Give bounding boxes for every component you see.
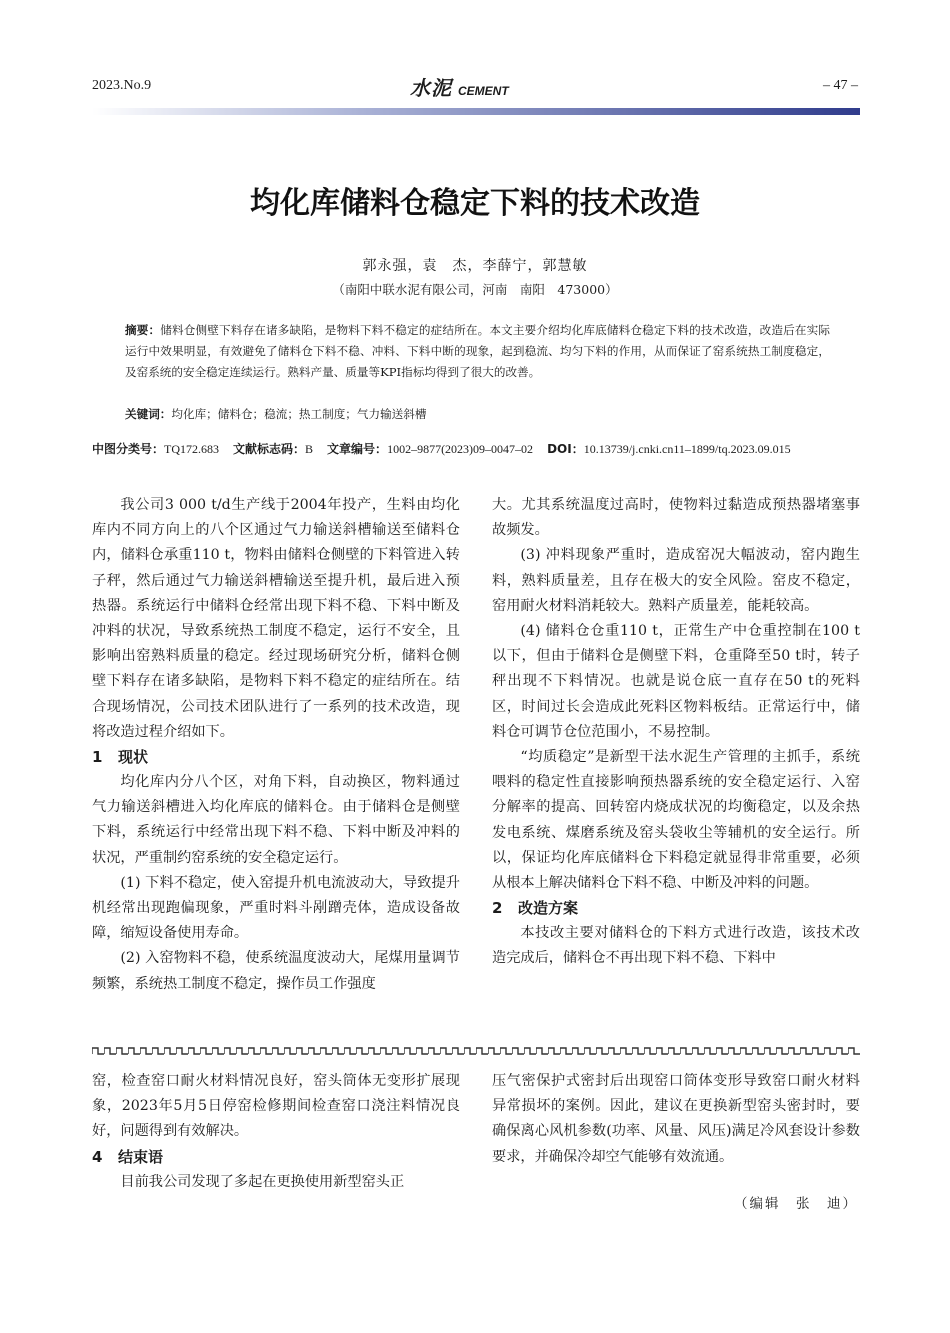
section-heading-2	[492, 896, 860, 921]
articleno-value: 1002–9877(2023)09–0047–02	[387, 442, 534, 456]
keywords-label: 关键词：	[125, 407, 172, 421]
issue-number: 2023.No.9	[92, 78, 152, 93]
doccode-value: B	[305, 442, 314, 456]
logo-cn-text: 水泥	[410, 76, 452, 100]
articleno-label: 文章编号：	[327, 442, 388, 456]
authors: 郭永强，袁 杰，李薛宁，郭慧敏	[362, 258, 588, 274]
keywords-text: 均化库；储料仓；稳流；热工制度；气力输送斜槽	[171, 407, 427, 421]
body-left-column-bottom	[92, 1069, 460, 1195]
section-title: 结束语	[118, 1147, 164, 1166]
editor-credit: （编辑 张 迪）	[734, 1196, 858, 1212]
section-heading-1	[92, 745, 460, 770]
paragraph: (1) 下料不稳定，使入窑提升机电流波动大，导致提升机经常出现跑偏现象，严重时料斗剐蹭壳体，造成设备故障，缩短设备使用寿命。	[92, 874, 460, 942]
abstract-label: 摘要：	[125, 323, 161, 337]
section-heading-4	[92, 1145, 460, 1170]
journal-logo	[410, 72, 509, 101]
section-title: 现状	[118, 748, 149, 767]
paragraph: (4) 储料仓仓重110 t，正常生产中仓重控制在100 t以下，但由于储料仓是侧壁下料，仓重降至50 t时，转子秤出现不下料情况。也就是说仓底一直存在50 t的死料区，时间过长会造成此死料区物料板结。正常运行中，储料仓可调节仓位范围小，不易控制。	[492, 623, 860, 740]
paragraph: “均质稳定”是新型干法水泥生产管理的主抓手，系统喂料的稳定性直接影响预热器系统的安全稳定运行、入窑分解率的提高、回转窑内烧成状况的均衡稳定，以及余热发电系统、煤磨系统及窑头袋收尘等辅机的安全运行。所以，保证均化库底储料仓下料稳定就显得非常重要，必须从根本上解决储料仓下料不稳、中断及冲料的问题。	[492, 749, 860, 892]
section-title: 改造方案	[518, 899, 579, 918]
paragraph: 我公司3 000 t/d生产线于2004年投产，生料由均化库内不同方向上的八个区通过气力输送斜槽输送至储料仓内，储料仓承重110 t，物料由储料仓侧壁的下料管进入转子秤，然后通过气力输送斜槽输送至提升机，最后进入预热器。系统运行中储料仓经常出现下料不稳、下料中断及冲料的状况，导致系统热工制度不稳定，运行不安全，且影响出窑熟料质量的稳定。经过现场研究分析，储料仓侧壁下料存在诸多缺陷，是物料下料不稳定的症结所在。结合现场情况，公司技术团队进行了一系列的技术改造，现将改造过程介绍如下。	[92, 497, 460, 740]
paragraph: 本技改主要对储料仓的下料方式进行改造，该技术改造完成后，储料仓不再出现下料不稳、下料中	[492, 925, 860, 967]
body-right-column-top	[492, 493, 860, 972]
section-number: 4	[92, 1147, 103, 1166]
article-title: 均化库储料仓稳定下料的技术改造	[250, 186, 700, 221]
keywords	[125, 404, 830, 424]
doccode-label: 文献标志码：	[233, 442, 306, 456]
article-break-divider	[92, 1046, 860, 1056]
clc-label: 中图分类号：	[92, 442, 165, 456]
body-left-column-top	[92, 493, 460, 997]
page-number: – 47 –	[823, 78, 858, 93]
doi-label: DOI：	[547, 442, 584, 456]
paragraph: (3) 冲料现象严重时，造成窑况大幅波动，窑内跑生料，熟料质量差，且存在极大的安全风险。窑皮不稳定，窑用耐火材料消耗较大。熟料产质量差，能耗较高。	[492, 547, 860, 614]
clc-value: TQ172.683	[164, 442, 220, 456]
paragraph: 窑，检查窑口耐火材料情况良好，窑头筒体无变形扩展现象，2023年5月5日停窑检修期间检查窑口浇注料情况良好，问题得到有效解决。	[92, 1073, 460, 1140]
header-rule	[92, 108, 860, 115]
body-right-column-bottom	[492, 1069, 860, 1170]
paragraph: (2) 入窑物料不稳，使系统温度波动大，尾煤用量调节频繁，系统热工制度不稳定，操作员工作强度	[92, 950, 460, 992]
abstract-text: 储料仓侧壁下料存在诸多缺陷，是物料下料不稳定的症结所在。本文主要介绍均化库底储料仓稳定下料的技术改造，改造后在实际运行中效果明显，有效避免了储料仓下料不稳、冲料、下料中断的现象，起到稳流、均匀下料的作用，从而保证了窑系统热工制度稳定，及窑系统的安全稳定连续运行。熟料产量、质量等KPI指标均得到了很大的改善。	[125, 323, 830, 379]
affiliation: （南阳中联水泥有限公司，河南 南阳 473000）	[332, 282, 618, 297]
paragraph: 大。尤其系统温度过高时，使物料过黏造成预热器堵塞事故频发。	[492, 497, 860, 539]
section-number: 1	[92, 748, 103, 767]
abstract	[125, 320, 830, 383]
classification-line	[92, 440, 862, 457]
paragraph: 均化库内分八个区，对角下料，自动换区，物料通过气力输送斜槽进入均化库底的储料仓。由于储料仓是侧壁下料，系统运行中经常出现下料不稳、下料中断及冲料的状况，严重制约窑系统的安全稳定运行。	[92, 774, 460, 866]
paragraph: 目前我公司发现了多起在更换使用新型窑头正	[120, 1173, 405, 1190]
logo-en-text: CEMENT	[458, 84, 509, 98]
section-number: 2	[492, 899, 503, 918]
paragraph: 压气密保护式密封后出现窑口筒体变形导致窑口耐火材料异常损坏的案例。因此，建议在更换新型窑头密封时，要确保离心风机参数(功率、风量、风压)满足冷风套设计参数要求，并确保冷却空气能够有效流通。	[492, 1073, 860, 1165]
doi-value: 10.13739/j.cnki.cn11–1899/tq.2023.09.015	[583, 442, 791, 456]
